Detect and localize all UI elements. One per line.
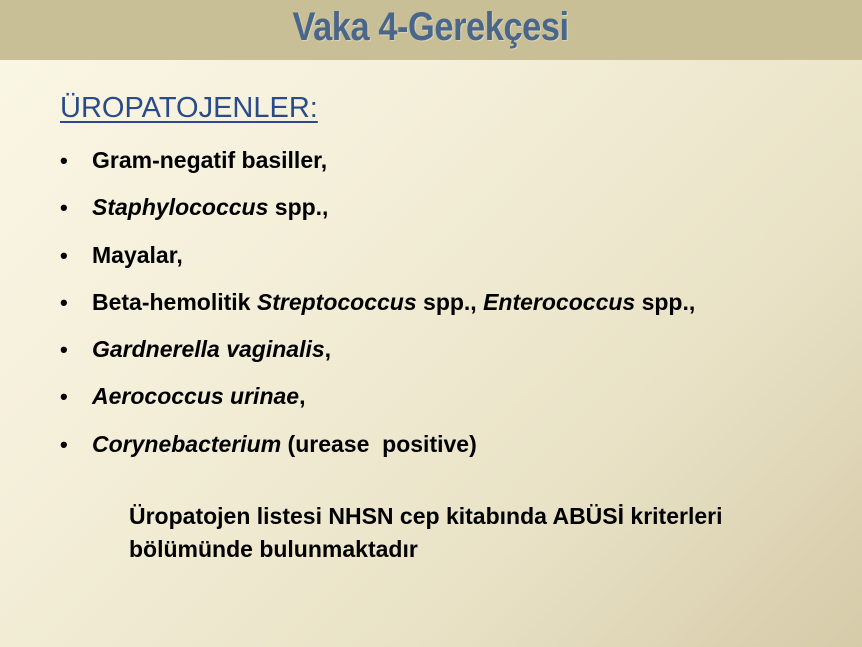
bullet-icon: • — [60, 242, 68, 268]
organism-name: Streptococcus — [256, 288, 417, 315]
list-item — [60, 383, 695, 430]
note-line-1: Üropatojen listesi NHSN cep kitabında ABÜSİ kriterleri — [129, 503, 723, 529]
note-text — [129, 500, 829, 566]
list-item-text — [92, 336, 331, 363]
uropathogen-list — [60, 147, 695, 478]
item-text: (urease positive) — [281, 430, 477, 457]
title-bar — [0, 0, 862, 60]
item-text: Gram-negatif basiller, — [92, 147, 328, 173]
organism-name: Staphylococcus — [92, 194, 269, 221]
slide-title: Vaka 4-Gerekçesi — [292, 4, 570, 49]
list-item — [60, 289, 695, 336]
note-line-2: bölümünde bulunmaktadır — [129, 536, 418, 562]
item-text: spp., — [416, 288, 484, 315]
bullet-icon: • — [60, 431, 68, 457]
bullet-icon: • — [60, 195, 68, 221]
bullet-icon: • — [60, 337, 68, 363]
list-item — [60, 242, 695, 289]
list-item — [60, 194, 695, 241]
bullet-icon: • — [60, 384, 68, 410]
organism-name: Gardnerella vaginalis — [92, 336, 325, 363]
list-item — [60, 147, 695, 194]
item-text: spp., — [268, 194, 329, 221]
item-text: Mayalar, — [92, 241, 183, 268]
item-text: spp., — [635, 288, 696, 315]
list-item-text — [92, 194, 328, 221]
organism-name: Enterococcus — [483, 288, 636, 315]
list-item — [60, 336, 695, 383]
list-item-text — [92, 289, 695, 316]
list-item-text — [92, 147, 327, 174]
organism-name: Corynebacterium — [92, 430, 282, 457]
item-text: , — [324, 336, 332, 363]
list-item-text — [92, 242, 183, 269]
list-item — [60, 431, 695, 478]
item-text: , — [299, 383, 306, 410]
organism-name: Aerococcus urinae — [92, 383, 300, 410]
bullet-icon: • — [60, 289, 68, 315]
bullet-icon: • — [60, 148, 68, 173]
section-heading: ÜROPATOJENLER: — [60, 92, 318, 124]
list-item-text — [92, 383, 305, 410]
item-text: Beta-hemolitik — [92, 288, 257, 315]
list-item-text — [92, 431, 477, 458]
